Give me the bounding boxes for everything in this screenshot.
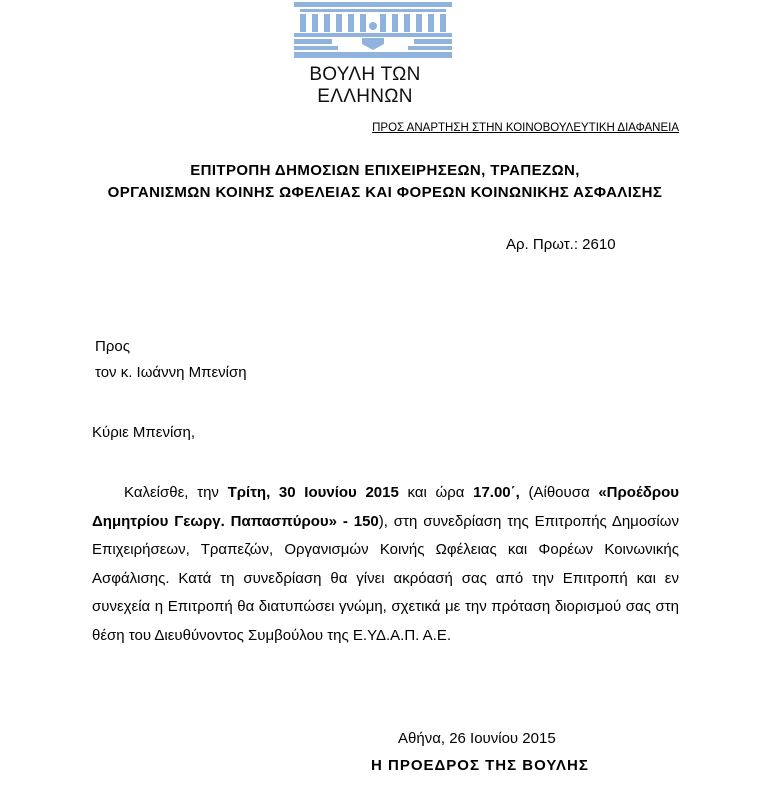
signature-title: Η ΠΡΟΕΔΡΟΣ ΤΗΣ ΒΟΥΛΗΣ xyxy=(371,757,589,774)
meeting-time: 17.00΄, xyxy=(473,484,520,501)
letter-body xyxy=(92,479,679,650)
meeting-room: «Προέδρου Δημητρίου Γεωργ. Παπασπύρου» - 150 xyxy=(92,484,679,530)
committee-title-line-1: ΕΠΙΤΡΟΠΗ ΔΗΜΟΣΙΩΝ ΕΠΙΧΕΙΡΗΣΕΩΝ, ΤΡΑΠΕΖΩΝ, xyxy=(190,162,580,179)
publish-note: ΠΡΟΣ ΑΝΑΡΤΗΣΗ ΣΤΗΝ ΚΟΙΝΟΒΟΥΛΕΥΤΙΚΗ ΔΙΑΦΑΝΕΙΑ xyxy=(372,122,679,134)
salutation: Κύριε Μπενίση, xyxy=(92,424,196,441)
body-text-3: (Αίθουσα xyxy=(519,484,599,501)
body-text-1: Καλείσθε, την xyxy=(124,484,228,501)
meeting-date: Τρίτη, 30 Ιουνίου 2015 xyxy=(227,484,399,501)
recipient-name: τον κ. Ιωάννη Μπενίση xyxy=(95,364,247,381)
closing-date: Αθήνα, 26 Ιουνίου 2015 xyxy=(398,730,556,747)
body-text-2: και ώρα xyxy=(398,484,474,501)
body-text-4: ), στη συνεδρίαση της Επιτροπής Δημοσίων Επιχειρήσεων, Τραπεζών, Οργανισμών Κοινής Ωφέλειας και Φορέων Κοινωνικής Ασφάλισης. Κατά τη συνεδρίαση θα γίνει ακρόασή σας από την Επιτροπή και εν συνεχεία η Επιτροπή θα διατυπώσει γνώμη, σχετικά με την πρόταση διορισμού σας στη θέση του Διευθύνοντος Συμβούλου της Ε.ΥΔ.Α.Π. Α.Ε. xyxy=(92,512,679,644)
parliament-building-emblem xyxy=(290,0,456,60)
parliament-name: ΒΟΥΛΗ ΤΩΝ ΕΛΛΗΝΩΝ xyxy=(309,64,421,107)
committee-title xyxy=(40,160,730,204)
protocol-number: Αρ. Πρωτ.: 2610 xyxy=(506,236,616,253)
committee-title-line-2: ΟΡΓΑΝΙΣΜΩΝ ΚΟΙΝΗΣ ΩΦΕΛΕΙΑΣ ΚΑΙ ΦΟΡΕΩΝ ΚΟΙΝΩΝΙΚΗΣ ΑΣΦΑΛΙΣΗΣ xyxy=(107,184,663,201)
recipient-to-label: Προς xyxy=(95,338,130,355)
